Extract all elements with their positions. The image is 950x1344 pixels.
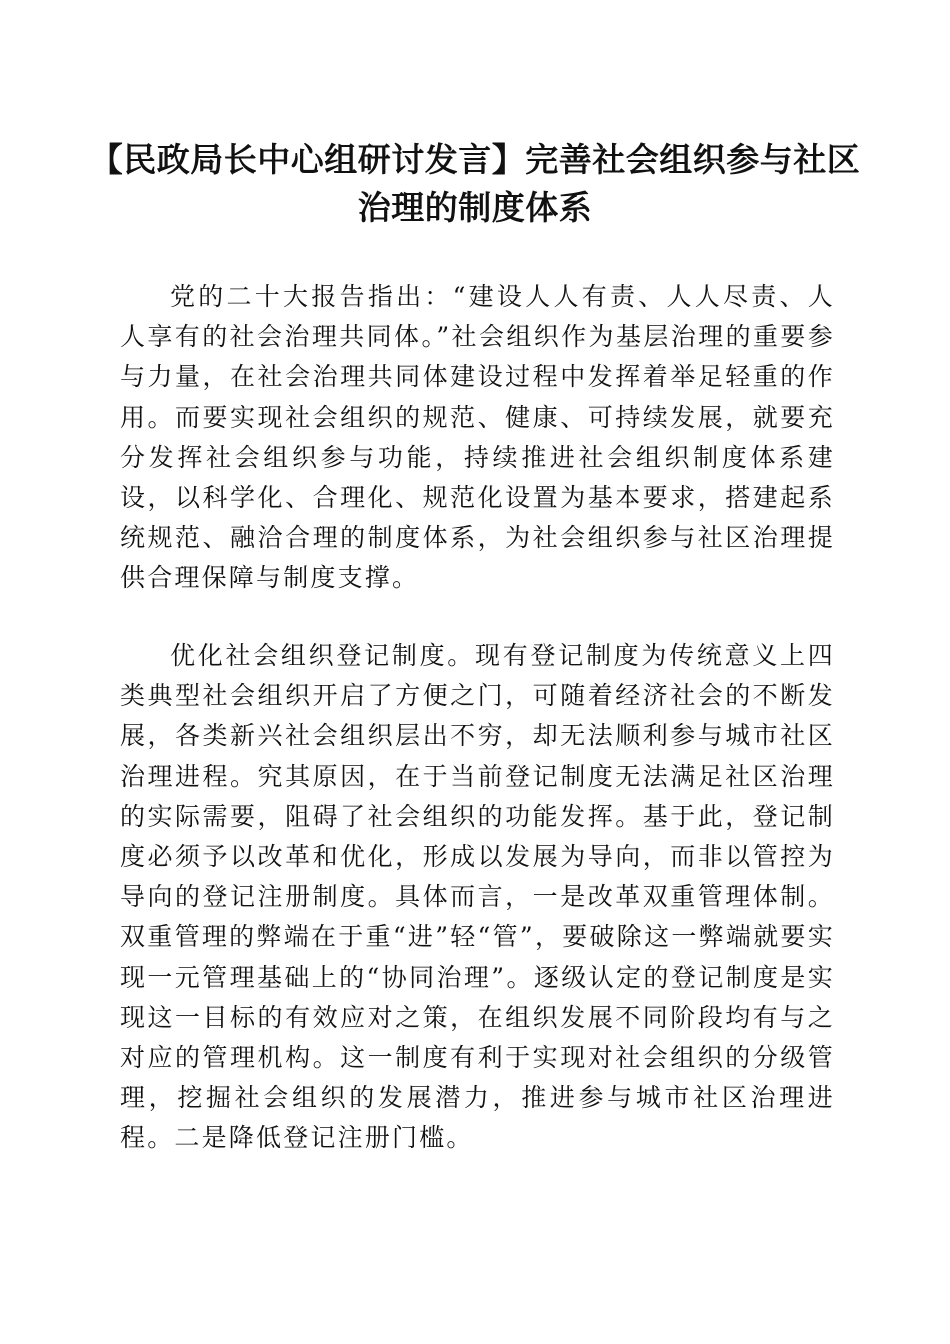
paragraph-2: 优化社会组织登记制度。现有登记制度为传统意义上四类典型社会组织开启了方便之门，可随着经济社会的不断发展，各类新兴社会组织层出不穷，却无法顺利参与城市社区治理进程。究其原因，在于当前登记制度无法满足社区治理的实际需要，阻碍了社会组织的功能发挥。基于此，登记制度必须予以改革和优化，形成以发展为导向，而非以管控为导向的登记注册制度。具体而言，一是改革双重管理体制。双重管理的弊端在于重“进”轻“管”，要破除这一弊端就要实现一元管理基础上的“协同治理”。逐级认定的登记制度是实现这一目标的有效应对之策，在组织发展不同阶段均有与之对应的管理机构。这一制度有利于实现对社会组织的分级管理，挖掘社会组织的发展潜力，推进参与城市社区治理进程。二是降低登记注册门槛。 xyxy=(120,641,835,1153)
document-title: 【民政局长中心组研讨发言】完善社会组织参与社区治理的制度体系 xyxy=(89,140,861,227)
paragraph-1: 党的二十大报告指出：“建设人人有责、人人尽责、人人享有的社会治理共同体。”社会组织作为基层治理的重要参与力量，在社会治理共同体建设过程中发挥着举足轻重的作用。而要实现社会组织的规范、健康、可持续发展，就要充分发挥社会组织参与功能，持续推进社会组织制度体系建设，以科学化、合理化、规范化设置为基本要求，搭建起系统规范、融洽合理的制度体系，为社会组织参与社区治理提供合理保障与制度支撑。 xyxy=(120,282,835,593)
